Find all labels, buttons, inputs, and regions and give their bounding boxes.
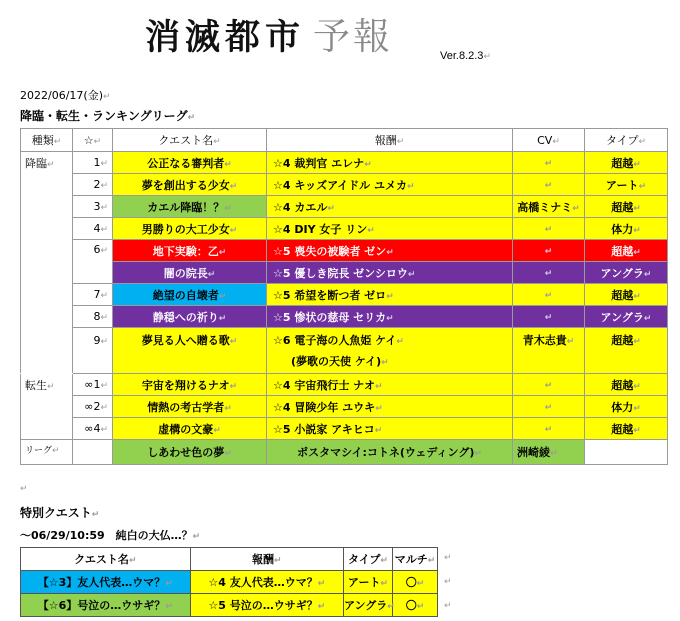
star-cell: ∞1↵: [73, 374, 113, 396]
reward-cell: ☆5 惨状の慈母 セリカ↵: [267, 306, 513, 328]
header-cell: クエスト名↵: [21, 548, 191, 571]
quest-name-cell: 夢見る人へ贈る歌↵: [113, 328, 267, 374]
type-cell: 超越↵: [585, 196, 668, 218]
section-title: 降臨・転生・ランキングリーグ↵: [20, 109, 196, 123]
star-cell: 4↵: [73, 218, 113, 240]
quest-name-cell: 男勝りの大工少女↵: [113, 218, 267, 240]
star-cell: 9↵: [73, 328, 113, 374]
table-row: [21, 174, 668, 196]
reward-cell: ☆5 希望を断つ者 ゼロ↵: [267, 284, 513, 306]
quest-name-cell: 公正なる審判者↵: [113, 152, 267, 174]
quest-name-cell: 絶望の自壊者↵: [113, 284, 267, 306]
table-row: [21, 196, 668, 218]
header-cell: タイプ↵: [585, 129, 668, 152]
star-cell: 3↵: [73, 196, 113, 218]
header-cell: クエスト名↵: [113, 129, 267, 152]
header-cell: 報酬↵: [267, 129, 513, 152]
type-cell: 超越↵: [585, 152, 668, 174]
cv-cell: ↵: [513, 218, 585, 240]
type-cell: 超越↵: [585, 328, 668, 374]
quest-name-cell: 情熱の考古学者↵: [113, 396, 267, 418]
quest-name-cell: カエル降臨！？↵: [113, 196, 267, 218]
reward-cell: ポスタマシイ:コトネ(ウェディング)↵: [267, 440, 513, 465]
quest-name-cell: 闇の院長↵: [113, 262, 267, 284]
cv-cell: ↵: [513, 418, 585, 440]
quest-name-cell: 夢を創出する少女↵: [113, 174, 267, 196]
header-cell: CV↵: [513, 129, 585, 152]
multi-cell: 〇↵: [393, 594, 438, 617]
star-cell: ∞2↵: [73, 396, 113, 418]
header-cell: 種類↵: [21, 129, 73, 152]
paragraph-mark: ↵: [20, 484, 28, 494]
reward-cell: ☆4 キッズアイドル ユメカ↵: [267, 174, 513, 196]
version-label: Ver.8.2.3↵: [440, 50, 491, 62]
type-cell: アート↵: [343, 571, 392, 594]
quest-name-cell: 宇宙を翔けるナオ↵: [113, 374, 267, 396]
table-row: [21, 306, 668, 328]
reward-cell: ☆6 電子海の人魚姫 ケイ↵ (夢歌の天使 ケイ)↵: [267, 328, 513, 374]
reward-cell: ☆4 宇宙飛行士 ナオ↵: [267, 374, 513, 396]
type-cell: 超越↵: [585, 240, 668, 262]
type-cell: アート↵: [585, 174, 668, 196]
header-cell: マルチ↵: [393, 548, 438, 571]
reward-cell: ☆4 友人代表…ウマ？↵: [190, 571, 343, 594]
quest-table: [20, 128, 668, 465]
cv-cell: ↵: [513, 396, 585, 418]
type-cell: 体力↵: [585, 396, 668, 418]
star-cell: 8↵: [73, 306, 113, 328]
table-row: [21, 571, 438, 594]
table-row: [21, 418, 668, 440]
quest-name-cell: 地下実験：乙↵: [113, 240, 267, 262]
type-cell: アングラ↵: [585, 306, 668, 328]
reward-cell: ☆5 優しき院長 ゼンシロウ↵: [267, 262, 513, 284]
quest-name-cell: 【☆6】号泣の…ウサギ？↵: [21, 594, 191, 617]
table-row: [21, 218, 668, 240]
table-row: [21, 328, 668, 374]
category-cell: リーグ↵: [21, 440, 73, 465]
row-end-mark: ↵: [444, 553, 452, 563]
special-quest-period: ～06/29/10:59 純白の大仏…？↵: [20, 529, 201, 542]
quest-name-cell: 虚構の文豪↵: [113, 418, 267, 440]
type-cell: 超越↵: [585, 284, 668, 306]
table-row: [21, 240, 668, 262]
reward-cell: ☆4 カエル↵: [267, 196, 513, 218]
special-quest-title: 特別クエスト↵: [20, 506, 100, 520]
star-cell: 7↵: [73, 284, 113, 306]
reward-cell: ☆5 号泣の…ウサギ？↵: [190, 594, 343, 617]
star-cell: ∞4↵: [73, 418, 113, 440]
cv-cell: 洲崎綾↵: [513, 440, 585, 465]
reward-cell: ☆4 DIY 女子 リン↵: [267, 218, 513, 240]
header-cell: 報酬↵: [190, 548, 343, 571]
cv-cell: ↵: [513, 306, 585, 328]
header-cell: タイプ↵: [343, 548, 392, 571]
cv-cell: 青木志貴↵: [513, 328, 585, 374]
cv-cell: ↵: [513, 174, 585, 196]
type-cell: 超越↵: [585, 418, 668, 440]
star-cell: 1↵: [73, 152, 113, 174]
type-cell: 超越↵: [585, 374, 668, 396]
cv-cell: ↵: [513, 374, 585, 396]
cv-cell: 高橋ミナミ↵: [513, 196, 585, 218]
multi-cell: 〇↵: [393, 571, 438, 594]
cv-cell: ↵: [513, 152, 585, 174]
row-end-mark: ↵: [444, 601, 452, 611]
category-cell: 転生↵: [21, 374, 73, 440]
row-end-mark: ↵: [444, 577, 452, 587]
quest-name-cell: しあわせ色の夢↵: [113, 440, 267, 465]
table-row: [21, 262, 668, 284]
cv-cell: ↵: [513, 240, 585, 262]
cv-cell: ↵: [513, 262, 585, 284]
table-row: [21, 396, 668, 418]
table-header-row: [21, 129, 668, 152]
reward-cell: ☆5 喪失の被験者 ゼン↵: [267, 240, 513, 262]
table-header-row: [21, 548, 438, 571]
logo-title-main: 消滅都市: [145, 17, 306, 58]
type-cell: [585, 440, 668, 465]
table-row: [21, 440, 668, 465]
category-cell: 降臨↵: [21, 152, 73, 374]
reward-cell: ☆4 冒険少年 ユウキ↵: [267, 396, 513, 418]
table-row: [21, 152, 668, 174]
cv-cell: ↵: [513, 284, 585, 306]
reward-cell: ☆5 小説家 アキヒコ↵: [267, 418, 513, 440]
quest-name-cell: 静穏への祈り↵: [113, 306, 267, 328]
table-row: [21, 594, 438, 617]
date-label: 2022/06/17(金)↵: [20, 89, 111, 102]
app-logo: [145, 6, 394, 58]
reward-cell: ☆4 裁判官 エレナ↵: [267, 152, 513, 174]
type-cell: アングラ↵: [343, 594, 392, 617]
star-cell: 2↵: [73, 174, 113, 196]
type-cell: 体力↵: [585, 218, 668, 240]
table-row: [21, 374, 668, 396]
quest-name-cell: 【☆3】友人代表…ウマ？↵: [21, 571, 191, 594]
header-cell: ☆↵: [73, 129, 113, 152]
star-cell: 6↵: [73, 240, 113, 284]
special-quest-table: [20, 547, 438, 617]
logo-title-sub: 予報: [313, 15, 394, 58]
type-cell: アングラ↵: [585, 262, 668, 284]
star-cell: [73, 440, 113, 465]
table-row: [21, 284, 668, 306]
